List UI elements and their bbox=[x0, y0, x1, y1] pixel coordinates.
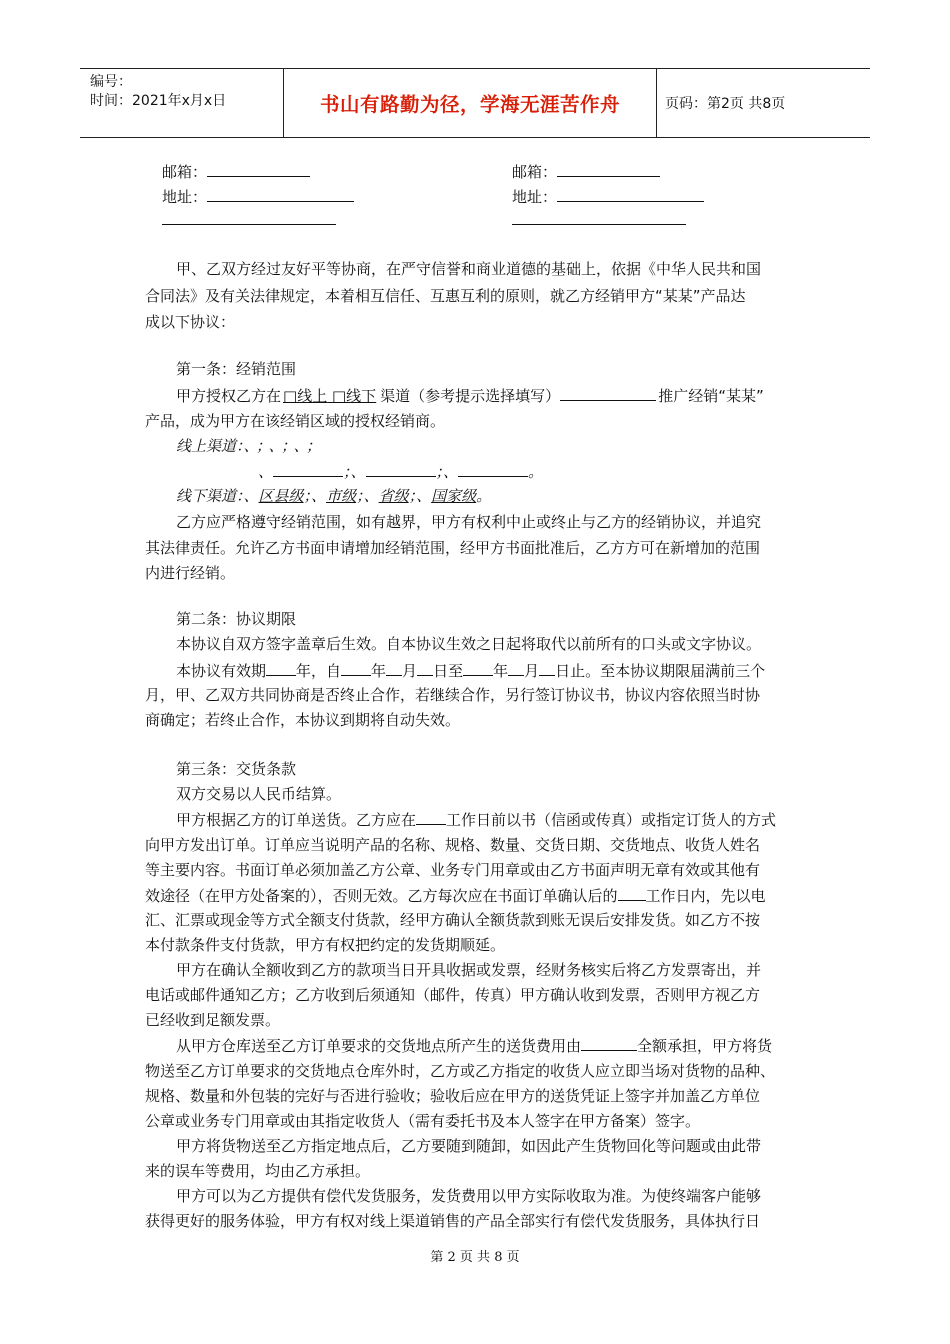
blank-line bbox=[557, 160, 660, 177]
article-3-p2-line6: 本付款条件支付货款，甲方有权把约定的发货期顺延。 bbox=[145, 936, 506, 954]
offline-checkbox[interactable]: □线下 bbox=[331, 387, 377, 405]
article-3-p5-line2: 来的误车等费用，均由乙方承担。 bbox=[145, 1162, 371, 1180]
motto: 书山有路勤为径，学海无涯苦作舟 bbox=[319, 93, 620, 116]
party-b-address: 地址： bbox=[512, 185, 704, 208]
article-2-p1: 本协议自双方签字盖章后生效。自本协议生效之日起将取代以前所有的口头或文字协议。 bbox=[176, 635, 762, 653]
party-b-email: 邮箱： bbox=[512, 160, 660, 183]
blank-line bbox=[207, 160, 310, 177]
page-footer: 第 2 页 共 8 页 bbox=[430, 1250, 520, 1265]
article-2-p2-line2: 月，甲、乙双方共同协商是否终止合作，若继续合作，另行签订协议书，协议内容依照当时协 bbox=[145, 686, 761, 704]
offline-national: 国家级 bbox=[431, 487, 477, 505]
article-3-p4-line4: 公章或业务专门用章或由其指定收货人（需有委托书及本人签字在甲方备案）签字。 bbox=[145, 1112, 701, 1130]
scope-line-2: 其法律责任。允许乙方书面申请增加经销范围，经甲方书面批准后，乙方方可在新增加的范围 bbox=[145, 539, 761, 557]
offline-province: 省级 bbox=[378, 487, 409, 505]
article-2-title: 第二条：协议期限 bbox=[176, 610, 297, 628]
article-1-grant: 甲方授权乙方在 □线上 □线下 渠道（参考提示选择填写） 推广经销“某某” bbox=[176, 384, 764, 407]
article-3-p6-line1: 甲方可以为乙方提供有偿代发货服务，发货费用以甲方实际收取为准。为使终端客户能够 bbox=[176, 1187, 762, 1205]
offline-county: 区县级 bbox=[258, 487, 304, 505]
article-3-p4-line3: 规格、数量和外包装的完好与否进行验收；验收后应在甲方的送货凭证上签字并加盖乙方单位 bbox=[145, 1087, 761, 1105]
page-info: 页码：第2页 共8页 bbox=[665, 96, 786, 112]
intro-line-3: 成以下协议： bbox=[145, 313, 236, 331]
article-3-p4-line1: 从甲方仓库送至乙方订单要求的交货地点所产生的送货费用由 全额承担，甲方将货 bbox=[176, 1034, 772, 1057]
intro-line-2: 合同法》及有关法律规定，本着相互信任、互惠互利的原则，就乙方经销甲方“某某”产品达 bbox=[145, 287, 746, 305]
article-3-p4-line2: 物送至乙方订单要求的交货地点仓库外时，乙方或乙方指定的收货人应立即当场对货物的品种、 bbox=[145, 1062, 776, 1080]
online-channels-row2: 、 ；、 ；、 。 bbox=[258, 460, 543, 483]
online-checkbox[interactable]: □线上 bbox=[283, 387, 328, 405]
party-a-address: 地址： bbox=[162, 185, 354, 208]
article-3-p5-line1: 甲方将货物送至乙方指定地点后，乙方要随到随卸，如因此产生货物回化等问题或由此带 bbox=[176, 1137, 762, 1155]
offline-city: 市级 bbox=[326, 487, 357, 505]
party-a-email: 邮箱： bbox=[162, 160, 310, 183]
article-3-p3-line3: 已经收到足额发票。 bbox=[145, 1011, 281, 1029]
article-3-p1: 双方交易以人民币结算。 bbox=[176, 785, 342, 803]
article-1-grant-line2: 产品，成为甲方在该经销区域的授权经销商。 bbox=[145, 412, 446, 430]
doc-number: 编号： bbox=[90, 74, 132, 90]
article-2-p2-line3: 商确定；若终止合作，本协议到期将自动失效。 bbox=[145, 711, 461, 729]
article-2-p2: 本协议有效期 年，自 年 月 日至 年 月 日止。至本协议期限届满前三个 bbox=[176, 659, 765, 682]
article-3-p2-line2: 向甲方发出订单。订单应当说明产品的名称、规格、数量、交货日期、交货地点、收货人姓名 bbox=[145, 836, 761, 854]
scope-line-1: 乙方应严格遵守经销范围，如有越界，甲方有权利中止或终止与乙方的经销协议，并追究 bbox=[176, 513, 762, 531]
party-b-address-line2 bbox=[512, 208, 686, 231]
article-3-p6-line2: 获得更好的服务体验，甲方有权对线上渠道销售的产品全部实行有偿代发货服务，具体执行日 bbox=[145, 1212, 761, 1230]
party-a-address-line2 bbox=[162, 208, 336, 231]
blank-line bbox=[207, 185, 354, 202]
blank-line bbox=[557, 185, 704, 202]
intro-line-1: 甲、乙双方经过友好平等协商，在严守信誉和商业道德的基础上，依据《中华人民共和国 bbox=[176, 260, 762, 278]
article-3-p3-line1: 甲方在确认全额收到乙方的款项当日开具收据或发票，经财务核实后将乙方发票寄出，并 bbox=[176, 961, 762, 979]
article-3-p2-line4: 效途径（在甲方处备案的），否则无效。乙方每次应在书面订单确认后的 工作日内，先以电 bbox=[145, 884, 766, 907]
offline-channels: 线下渠道：、区县级；、市级；、省级；、国家级。 bbox=[176, 487, 492, 505]
doc-time: 时间：2021年x月x日 bbox=[90, 93, 227, 109]
online-channels: 线上渠道：、；、；、； bbox=[176, 437, 327, 455]
article-3-p3-line2: 电话或邮件通知乙方；乙方收到后须通知（邮件，传真）甲方确认收到发票，否则甲方视乙方 bbox=[145, 986, 761, 1004]
article-3-p2-line3: 等主要内容。书面订单必须加盖乙方公章、业务专门用章或由乙方书面声明无章有效或其他有 bbox=[145, 861, 761, 879]
scope-line-3: 内进行经销。 bbox=[145, 564, 236, 582]
article-3-p2-line5: 汇、汇票或现金等方式全额支付货款，经甲方确认全额货款到账无误后安排发货。如乙方不按 bbox=[145, 911, 761, 929]
article-1-title: 第一条：经销范围 bbox=[176, 360, 297, 378]
article-3-p2-line1: 甲方根据乙方的订单送货。乙方应在 工作日前以书（信函或传真）或指定订货人的方式 bbox=[176, 808, 776, 831]
article-3-title: 第三条：交货条款 bbox=[176, 760, 297, 778]
